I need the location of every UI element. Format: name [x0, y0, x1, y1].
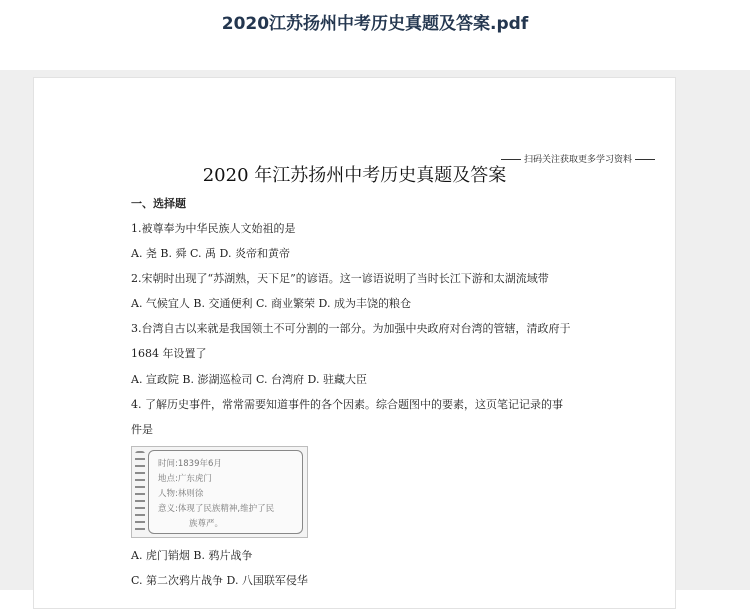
spiral-binding [135, 451, 145, 533]
pdf-page [33, 77, 676, 609]
question-line: 1.被尊奉为中华民族人文始祖的是 [131, 222, 296, 235]
divider [501, 159, 521, 160]
answer-options: A. 尧 B. 舜 C. 禹 D. 炎帝和黄帝 [131, 247, 290, 260]
document-title: 2020 年江苏扬州中考历史真题及答案 [202, 165, 507, 186]
notebook-page [148, 450, 303, 534]
note-place: 地点:广东虎门 [158, 474, 212, 484]
note-meaning: 意义:体现了民族精神,维护了民 [158, 504, 275, 514]
note-person: 人物:林则徐 [158, 489, 204, 499]
question-line: 3.台湾自古以来就是我国领土不可分割的一部分。为加强中央政府对台湾的管辖，清政府于 [131, 322, 571, 335]
file-title: 2020江苏扬州中考历史真题及答案.pdf [221, 14, 529, 34]
note-meaning-cont: 族尊严。 [189, 519, 224, 529]
answer-options: C. 第二次鸦片战争 D. 八国联军侵华 [131, 574, 308, 587]
answer-options: A. 气候宜人 B. 交通便利 C. 商业繁荣 D. 成为丰饶的粮仓 [131, 297, 411, 310]
question-line: 1684 年设置了 [131, 347, 207, 360]
answer-options: A. 宣政院 B. 澎湖巡检司 C. 台湾府 D. 驻藏大臣 [131, 373, 367, 386]
title-bar [0, 0, 750, 70]
question-line: 件是 [131, 423, 153, 436]
divider [635, 159, 655, 160]
answer-options: A. 虎门销烟 B. 鸦片战争 [131, 549, 253, 562]
section-heading: 一、选择题 [131, 197, 186, 210]
question-line: 2.宋朝时出现了“苏湖熟，天下足”的谚语。这一谚语说明了当时长江下游和太湖流域带 [131, 272, 549, 285]
note-time: 时间:1839年6月 [158, 459, 222, 469]
notebook-image [131, 446, 308, 538]
question-line: 4. 了解历史事件，常常需要知道事件的各个因素。综合题图中的要素，这页笔记记录的事 [131, 398, 563, 411]
brand-text: 扫码关注获取更多学习资料 [523, 155, 632, 165]
